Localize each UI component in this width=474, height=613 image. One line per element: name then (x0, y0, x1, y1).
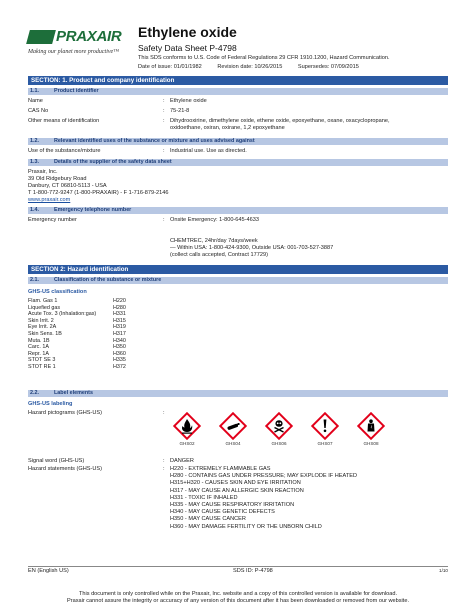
pictogram-ghs06: GHS06 (262, 412, 296, 447)
skull-crossbones-icon (265, 412, 293, 440)
subsection-2-1-header: 2.1. Classification of the substance or mixture (28, 277, 448, 284)
classification-row (28, 338, 138, 345)
exclamation-mark-icon (311, 412, 339, 440)
footer-language: EN (English US) (28, 568, 69, 574)
subsection-1-2-header: 1.2. Relevant identified uses of the substance or mixture and uses advised against (28, 138, 448, 145)
hazard-statement: H331 - TOXIC IF INHALED (170, 494, 238, 501)
hazard-class: STOT RE 1 (28, 363, 56, 370)
hazard-class: Muta. 1B (28, 337, 50, 344)
footer-page-number: 1/10 (439, 568, 448, 573)
sds-page: PRAXAIR Making our planet more productive™ Ethylene oxide Safety Data Sheet P-4798 This SDS conforms to U.S. Code of Federal Regulations 29 CFR 1910.1200, Hazard Communication. Date of issue: 01/01/1982 Revision date: 10/26/2015 Supersedes: 07/09/2015 SECTION: 1. Product and company identification 1.1. Product identifier Name : Ethylene oxide CAS No : 75-21-8 Other means of identification : Dihydrooxirine, dimethylene oxide, ethene oxide, epoxyethane, oxane, oxacyclopropane, oxidoethane, oxiran, oxirane, 1,2 epoxyethane 1.2. Relevant identified uses of the substance or mixture and uses advised against Use of the substance/mixture : Industrial use. Use as directed. 1.3. Details of the supplier of the safety data sheet Praxair, Inc. 39 Old Ridgebury Road Danbury, CT 06810-5113 - USA T 1-800-772-9247 (1-800-PRAXAIR) - F 1-716-879-2146 www.praxair.com 1.4. Emergency telephone number Emergency number : Onsite Emergency: 1-800-645-4633 CHEMTREC, 24hr/day 7days/week — Within USA: 1-800-424-9300, Outside USA: 001-703-527-3887 (collect calls accepted, Contract 17729) SECTION 2: Hazard identification 2.1. Classification of the substance or mixture GHS-US classification Flam. Gas 1 H220 Liquefied gas H280 Acute Tox. 3 (Inhalation:gas) H331 Skin Irrit. 2 H315 Eye Irrit. 2A H319 Skin Sens. 1B H317 Muta. 1B H340 Carc. 1A H350 Repr. 1A H360 STOT SE 3 H335 STOT RE 1 H372 2.2. Label elements GHS-US labeling Hazard pictograms (GHS-US) : GHS02 GHS04 GHS06 GHS07 GHS08 Signal word (GHS-US) : DANGER Hazard statements (GHS-US) : H220 - EXTREMELY FLAMMABLE GAS H280 - CONTAINS GAS UNDER PRESSURE; MAY EXPLODE IF HEATED H315+H320 - CAUSES SKIN AND EYE IRRITATION H317 - MAY CAUSE AN ALLERGIC SKIN REACTION H331 - TOXIC IF INHALED H335 - MAY CAUSE RESPIRATORY IRRITATION H340 - MAY CAUSE GENETIC DEFECTS H350 - MAY CAUSE CANCER H360 - MAY DAMAGE FERTILITY OR THE UNBORN CHILD EN (English US) SDS ID: P-4798 1/10 This document is only controlled while on the Praxair, Inc. website and a copy of this controlled version is available for download. Praxair cannot assure the integrity or accuracy of any version of this document after it has been downloaded or removed from our website. (0, 0, 474, 613)
pictogram-ghs02: GHS02 (170, 412, 204, 447)
logo-tagline: Making our planet more productive™ (28, 48, 120, 55)
hazard-statement: H280 - CONTAINS GAS UNDER PRESSURE; MAY EXPLODE IF HEATED (170, 473, 358, 480)
hazard-class: Eye Irrit. 2A (28, 324, 57, 331)
hazard-code: H335 (113, 357, 126, 364)
section-1-header: SECTION: 1. Product and company identification (28, 76, 448, 85)
chemtrec-info: CHEMTREC, 24hr/day 7days/week — Within USA: 1-800-424-9300, Outside USA: 001-703-527-3887 (collect calls accepted, Contract 17729) (170, 238, 334, 258)
classification-row (28, 364, 138, 371)
disclaimer: This document is only controlled while on the Praxair, Inc. website and a copy of this controlled version is available for download. Praxair cannot assure the integrity or accuracy of any version of this document after it has been downloaded or removed from our website. (66, 591, 410, 605)
hazard-class: Flam. Gas 1 (28, 298, 58, 304)
classification-row (28, 324, 138, 331)
pictogram-ghs08: GHS08 (354, 412, 388, 447)
hazard-statement: H350 - MAY CAUSE CANCER (170, 516, 246, 523)
conformity-statement: This SDS conforms to U.S. Code of Federal Regulations 29 CFR 1910.1200, Hazard Communication. (138, 55, 390, 62)
hazard-code: H340 (113, 337, 126, 344)
subsection-1-4-header: 1.4. Emergency telephone number (28, 207, 448, 214)
hazard-code: H280 (113, 304, 126, 311)
ghs-classification-label: GHS-US classification (28, 289, 87, 295)
hazard-statement: H340 - MAY CAUSE GENETIC DEFECTS (170, 509, 275, 516)
pictogram-ghs07: GHS07 (308, 412, 342, 447)
hazard-class: STOT SE 3 (28, 357, 56, 364)
hazard-class: Liquefied gas (28, 304, 61, 311)
classification-row (28, 298, 138, 305)
hazard-code: H319 (113, 324, 126, 331)
praxair-website-link[interactable]: www.praxair.com (28, 196, 71, 203)
hazard-pictograms (170, 412, 400, 448)
issue-date: Date of issue: 01/01/1982 (138, 64, 202, 71)
hazard-code: H331 (113, 311, 126, 318)
ghs-labeling-label: GHS-US labeling (28, 401, 73, 407)
hazard-code: H372 (113, 363, 126, 370)
classification-row (28, 305, 138, 312)
pictogram-ghs04: GHS04 (216, 412, 250, 447)
hazard-code: H220 (113, 298, 126, 304)
hazard-statements (170, 466, 455, 531)
classification-row (28, 351, 138, 358)
classification-row (28, 357, 138, 364)
document-title: Ethylene oxide (138, 24, 237, 40)
footer-divider (28, 566, 448, 567)
classification-row (28, 331, 138, 338)
hazard-statement: H220 - EXTREMELY FLAMMABLE GAS (170, 466, 271, 472)
section-2-header: SECTION 2: Hazard identification (28, 265, 448, 274)
document-dates (138, 64, 448, 71)
document-header (28, 24, 448, 72)
hazard-class: Acute Tox. 3 (Inhalation:gas) (28, 311, 97, 318)
logo-text: PRAXAIR (56, 28, 122, 45)
classification-row (28, 311, 138, 318)
document-subtitle: Safety Data Sheet P-4798 (138, 42, 237, 53)
hazard-class: Skin Irrit. 2 (28, 317, 54, 324)
hazard-statement: H317 - MAY CAUSE AN ALLERGIC SKIN REACTION (170, 487, 304, 494)
praxair-logo (28, 28, 138, 56)
subsection-1-1-header: 1.1. Product identifier (28, 88, 448, 95)
header-titles (138, 24, 448, 71)
revision-date: Revision date: 10/26/2015 (217, 64, 283, 71)
ghs-classification-table (28, 298, 138, 371)
hazard-statement: H315+H320 - CAUSES SKIN AND EYE IRRITATION (170, 480, 301, 487)
classification-row (28, 344, 138, 351)
hazard-code: H315 (113, 317, 126, 324)
hazard-code: H350 (113, 344, 126, 351)
logo-mark-icon (26, 30, 56, 44)
hazard-statement: H335 - MAY CAUSE RESPIRATORY IRRITATION (170, 501, 295, 508)
hazard-class: Skin Sens. 1B (28, 330, 62, 337)
supersedes-date: Supersedes: 07/09/2015 (297, 64, 359, 71)
flame-icon (173, 412, 201, 440)
footer-sds-id: SDS ID: P-4798 (233, 568, 273, 574)
hazard-statement: H360 - MAY DAMAGE FERTILITY OR THE UNBORN CHILD (170, 523, 322, 530)
classification-row (28, 318, 138, 325)
supplier-address: Praxair, Inc. 39 Old Ridgebury Road Danbury, CT 06810-5113 - USA T 1-800-772-9247 (1-800-PRAXAIR) - F 1-716-879-2146 www.praxair.com (28, 169, 169, 203)
subsection-2-2-header: 2.2. Label elements (28, 390, 448, 397)
subsection-1-3-header: 1.3. Details of the supplier of the safety data sheet (28, 159, 448, 166)
health-hazard-icon (357, 412, 385, 440)
hazard-class: Repr. 1A (28, 350, 49, 357)
gas-cylinder-icon (219, 412, 247, 440)
hazard-code: H360 (113, 350, 126, 357)
hazard-class: Carc. 1A (28, 344, 49, 351)
hazard-code: H317 (113, 330, 126, 337)
